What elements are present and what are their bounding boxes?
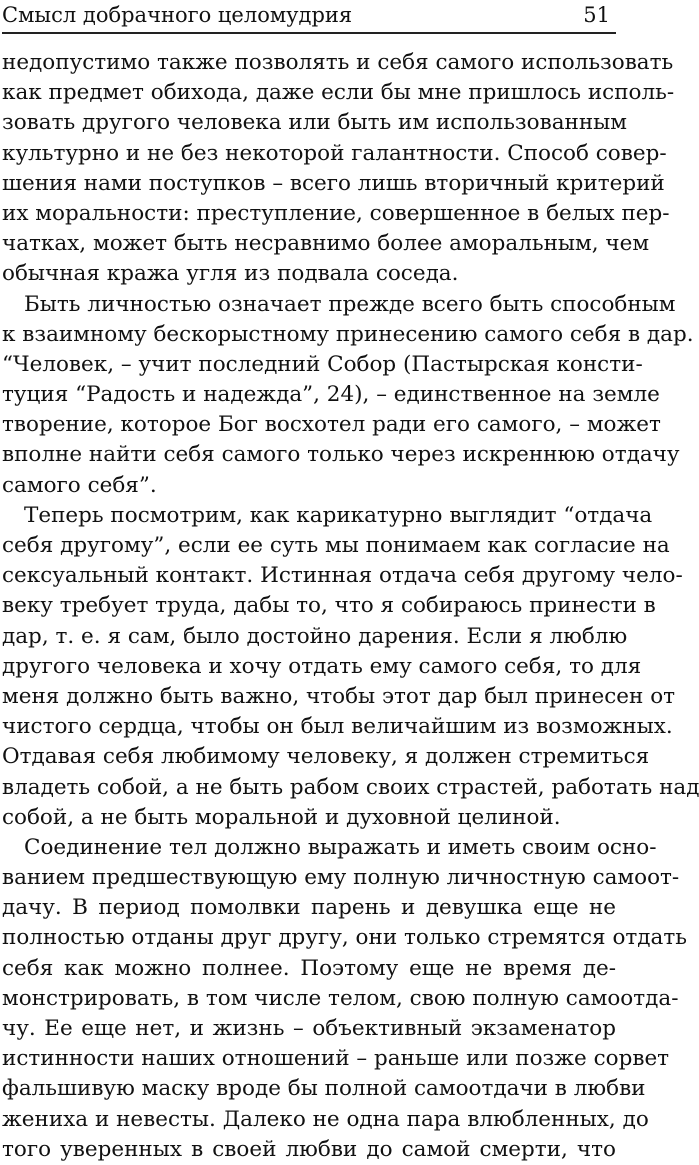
body-text	[2, 48, 699, 1165]
text-line: туция “Радость и надежда”, 24), – единственное на земле	[2, 382, 660, 408]
text-line: полностью отданы друг другу, они только стремятся отдать	[2, 925, 687, 951]
text-line: другого человека и хочу отдать ему самого себя, то для	[2, 653, 642, 679]
text-line: себя другому”, если ее суть мы понимаем как согласие на	[2, 533, 670, 558]
text-line: “Человек, – учит последний Собор (Пастырская консти-	[2, 351, 643, 377]
text-line: культурно и не без некоторой галантности. Способ совер-	[2, 140, 667, 166]
text-line: Теперь посмотрим, как карикатурно выглядит “отдача	[24, 502, 653, 528]
text-line: жениха и невесты. Далеко не одна пара влюбленных, до	[2, 1106, 649, 1132]
text-line: чистого сердца, чтобы он был величайшим из возможных.	[2, 714, 673, 740]
text-line: фальшивую маску вроде бы полной самоотдачи в любви	[2, 1076, 646, 1102]
text-line: ванием предшествующую ему полную личностную самоот-	[2, 865, 680, 891]
text-line: творение, которое Бог восхотел ради его самого, – может	[2, 412, 661, 438]
running-header	[2, 0, 616, 34]
text-line: самого себя”.	[2, 472, 157, 498]
text-line: дар, т. е. я сам, было достойно дарения. Если я люблю	[2, 623, 628, 649]
page-number: 51	[583, 3, 610, 27]
text-line: Соединение тел должно выражать и иметь своим осно-	[24, 834, 657, 860]
text-line: собой, а не быть моральной и духовной целиной.	[2, 804, 561, 830]
text-line: чу. Ее еще нет, и жизнь – объективный экзаменатор	[2, 1016, 616, 1041]
text-line: чатках, может быть несравнимо более аморальным, чем	[2, 231, 650, 257]
text-line: владеть собой, а не быть рабом своих страстей, работать над	[2, 774, 699, 800]
text-line: веку требует труда, дабы то, что я собираюсь принести в	[2, 593, 656, 619]
text-line: недопустимо также позволять и себя самого использовать	[2, 50, 674, 75]
text-line: Быть личностью означает прежде всего быть способным	[24, 291, 676, 317]
running-title: Смысл добрачного целомудрия	[2, 3, 353, 27]
text-line: меня должно быть важно, чтобы этот дар был принесен от	[2, 683, 676, 709]
text-line: как предмет обихода, даже если бы мне пришлось исполь-	[2, 80, 675, 106]
text-line: сексуальный контакт. Истинная отдача себя другому чело-	[2, 563, 683, 589]
text-line: Отдавая себя любимому человеку, я должен стремиться	[2, 744, 650, 770]
text-line: дачу. В период помолвки парень и девушка еще не	[2, 895, 616, 921]
text-line: того уверенных в своей любви до самой смерти, что	[2, 1136, 616, 1162]
text-line: вполне найти себя самого только через искреннюю отдачу	[2, 442, 680, 468]
text-line: монстрировать, в том числе телом, свою полную самоотда-	[2, 985, 679, 1011]
text-line: обычная кража угля из подвала соседа.	[2, 261, 459, 287]
text-line: к взаимному бескорыстному принесению самого себя в дар.	[2, 321, 694, 347]
text-line: себя как можно полнее. Поэтому еще не время де-	[2, 955, 616, 981]
text-line: зовать другого человека или быть им использованным	[2, 110, 628, 136]
text-line: истинности наших отношений – раньше или позже сорвет	[2, 1046, 670, 1072]
text-line: шения нами поступков – всего лишь вторичный критерий	[2, 170, 665, 196]
text-line: их моральности: преступление, совершенное в белых пер-	[2, 200, 670, 226]
